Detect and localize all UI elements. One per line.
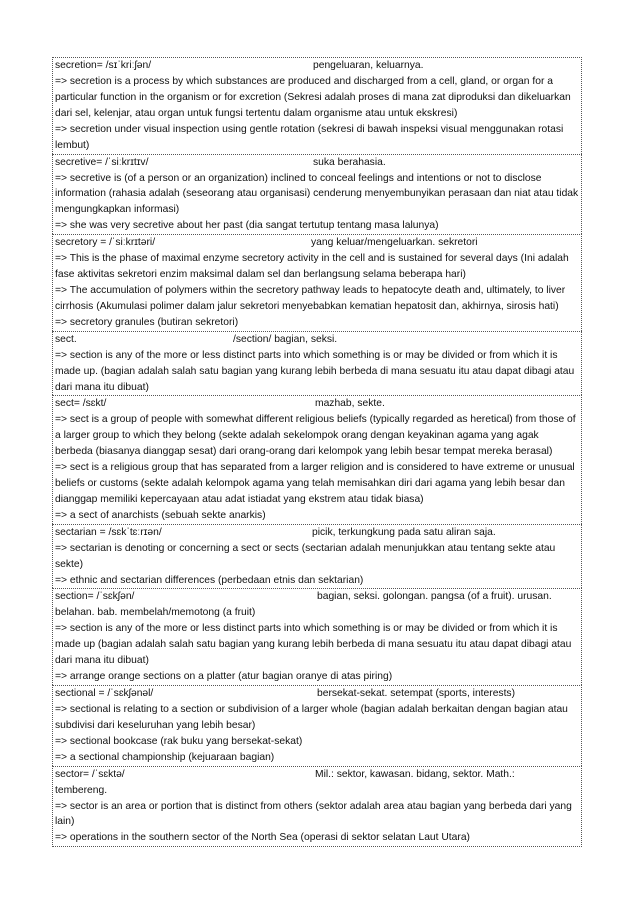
dictionary-entry-sect-abbrev (52, 331, 582, 396)
entry-word: secretory = /ˈsiːkrɪtəri/ (55, 237, 156, 249)
dictionary-entry-sectarian (52, 524, 582, 589)
entry-example: => secretion under visual inspection using gentle rotation (sekresi di bawah inspeksi visual menggunakan rotasi lembut) (55, 123, 564, 151)
dictionary-entry-sector (52, 766, 582, 848)
entry-example: => This is the phase of maximal enzyme secretory activity in the cell and is sustained for several days (Ini adalah fase aktivitas sekretori enzim maksimal dalam sel dan berlangsung selama beberapa hari) (55, 253, 569, 281)
entry-example: => arrange orange sections on a platter (atur bagian oranye di atas piring) (55, 671, 393, 683)
entry-example: => The accumulation of polymers within the secretory pathway leads to hepatocyte death and, ultimately, to liver cirrhosis (Akumulasi polimer dalam jalur sekretori menyebabkan kematian hepatosit dan, akhirnya, sirosis hati) (55, 284, 566, 312)
entry-meaning: /section/ bagian, seksi. (233, 333, 338, 345)
entry-header (55, 767, 579, 783)
dictionary-entry-sect (52, 395, 582, 523)
entry-example: => sect is a religious group that has separated from a larger religion and is considered to have extreme or unusual beliefs or customs (sekte adalah kelompok agama yang telah memisahkan diri dari agama yang lebih besar dan dianggap memiliki kepercayaan atau adat istiadat yang ekstrem atau tidak biasa) (55, 462, 575, 505)
entry-example: => sect is a group of people with somewhat different religious beliefs (typically regarded as heretical) from those of a larger group to which they belong (sekte adalah sekelompok orang dengan keyakinan agama yang agak berbeda (biasanya dianggap sesat) dari orang-orang dari kelompok yang lebih besar tempat mereka berasal) (55, 414, 576, 458)
dictionary-entry-secretive (52, 154, 582, 235)
entry-meaning: picik, terkungkung pada satu aliran saja. (312, 526, 496, 538)
entry-word: sect. (55, 333, 77, 345)
entry-word: secretive= /ˈsiːkrɪtɪv/ (55, 156, 149, 168)
entry-example: => a sectional championship (kejuaraan bagian) (55, 751, 275, 763)
entry-header (55, 235, 579, 251)
entry-example: => sectarian is denoting or concerning a sect or sects (sectarian adalah menunjukkan atau tentang sekte atau sekte) (55, 542, 556, 570)
entry-example: => secretion is a process by which substances are produced and discharged from a cell, gland, or organ for a particular function in the organism or for excretion (Sekresi adalah proses di mana zat diproduksi dan dikeluarkan dari sel, kelenjar, atau organ untuk fungsi tertentu dalam organisme atau untuk ekskresi) (55, 76, 571, 119)
entry-word: sectarian = /sɛkˈtɛːrɪən/ (55, 526, 162, 538)
entry-meaning: suka berahasia. (313, 156, 386, 168)
entry-meaning: mazhab, sekte. (315, 398, 385, 410)
entry-example: => sectional is relating to a section or subdivision of a larger whole (bagian adalah berkaitan dengan bagian atau subdivisi dari keseluruhan yang lebih besar) (55, 704, 568, 731)
entry-example: => sector is an area or portion that is distinct from others (sektor adalah area atau bagian yang berbeda dari yang lain) (55, 800, 572, 828)
entry-header (55, 58, 579, 74)
entry-word: sectional = /ˈsɛkʃənəl/ (55, 688, 154, 699)
entry-meaning: bersekat-sekat. setempat (sports, interests) (317, 688, 516, 699)
entry-example: => she was very secretive about her past (dia sangat tertutup tentang masa lalunya) (55, 220, 439, 232)
entry-word: sector= /ˈsɛktə/ (55, 768, 125, 780)
entry-header (55, 589, 579, 605)
entry-header (55, 396, 579, 412)
entry-meaning: yang keluar/mengeluarkan. sekretori (311, 237, 478, 249)
entry-example: => secretive is (of a person or an organization) inclined to conceal feelings and intentions or not to disclose information (rahasia adalah (seseorang atau organisasi) cenderung menyembunyikan perasaan dan niat atau tidak mengungkapkan informasi) (55, 172, 579, 216)
entry-example: => operations in the southern sector of the North Sea (operasi di sektor selatan Laut Utara) (55, 832, 470, 844)
entry-example: => sectional bookcase (rak buku yang bersekat-sekat) (55, 735, 303, 747)
dictionary-page (52, 57, 582, 847)
entry-meaning: Mil.: sektor, kawasan. bidang, sektor. Math.: (315, 768, 515, 780)
entry-header (55, 155, 579, 171)
entry-meaning: bagian, seksi. golongan. pangsa (of a fruit). urusan. (317, 591, 552, 603)
entry-example: => section is any of the more or less distinct parts into which something is or may be divided or from which it is made up (bagian adalah salah satu bagian yang kurang lebih berbeda di mana sesuatu itu atau dapat dibagi atau dari mana itu dibuat) (55, 623, 572, 667)
entry-example: => ethnic and sectarian differences (perbedaan etnis dan sektarian) (55, 574, 364, 586)
entry-meaning-continued: tembereng. (55, 784, 108, 796)
entry-example: => section is any of the more or less distinct parts into which something is or may be divided or from which it is made up. (bagian adalah salah satu bagian yang kurang lebih berbeda di mana sesuatu itu atau dapat dibagi atau dari mana itu dibuat) (55, 349, 575, 393)
entry-header (55, 686, 579, 702)
entry-meaning: pengeluaran, keluarnya. (313, 60, 424, 71)
entry-word: section= /ˈsɛkʃən/ (55, 591, 135, 603)
dictionary-entry-secretion (52, 57, 582, 154)
entry-header (55, 332, 579, 348)
entry-word: secretion= /sɪˈkriːʃən/ (55, 60, 152, 71)
entry-example: => secretory granules (butiran sekretori) (55, 316, 239, 328)
entry-word: sect= /sɛkt/ (55, 398, 107, 410)
dictionary-entry-sectional (52, 685, 582, 766)
dictionary-entry-secretory (52, 234, 582, 331)
entry-meaning-continued: belahan. bab. membelah/memotong (a fruit) (55, 607, 256, 619)
entry-header (55, 525, 579, 541)
entry-example: => a sect of anarchists (sebuah sekte anarkis) (55, 509, 266, 521)
dictionary-entry-section (52, 588, 582, 685)
